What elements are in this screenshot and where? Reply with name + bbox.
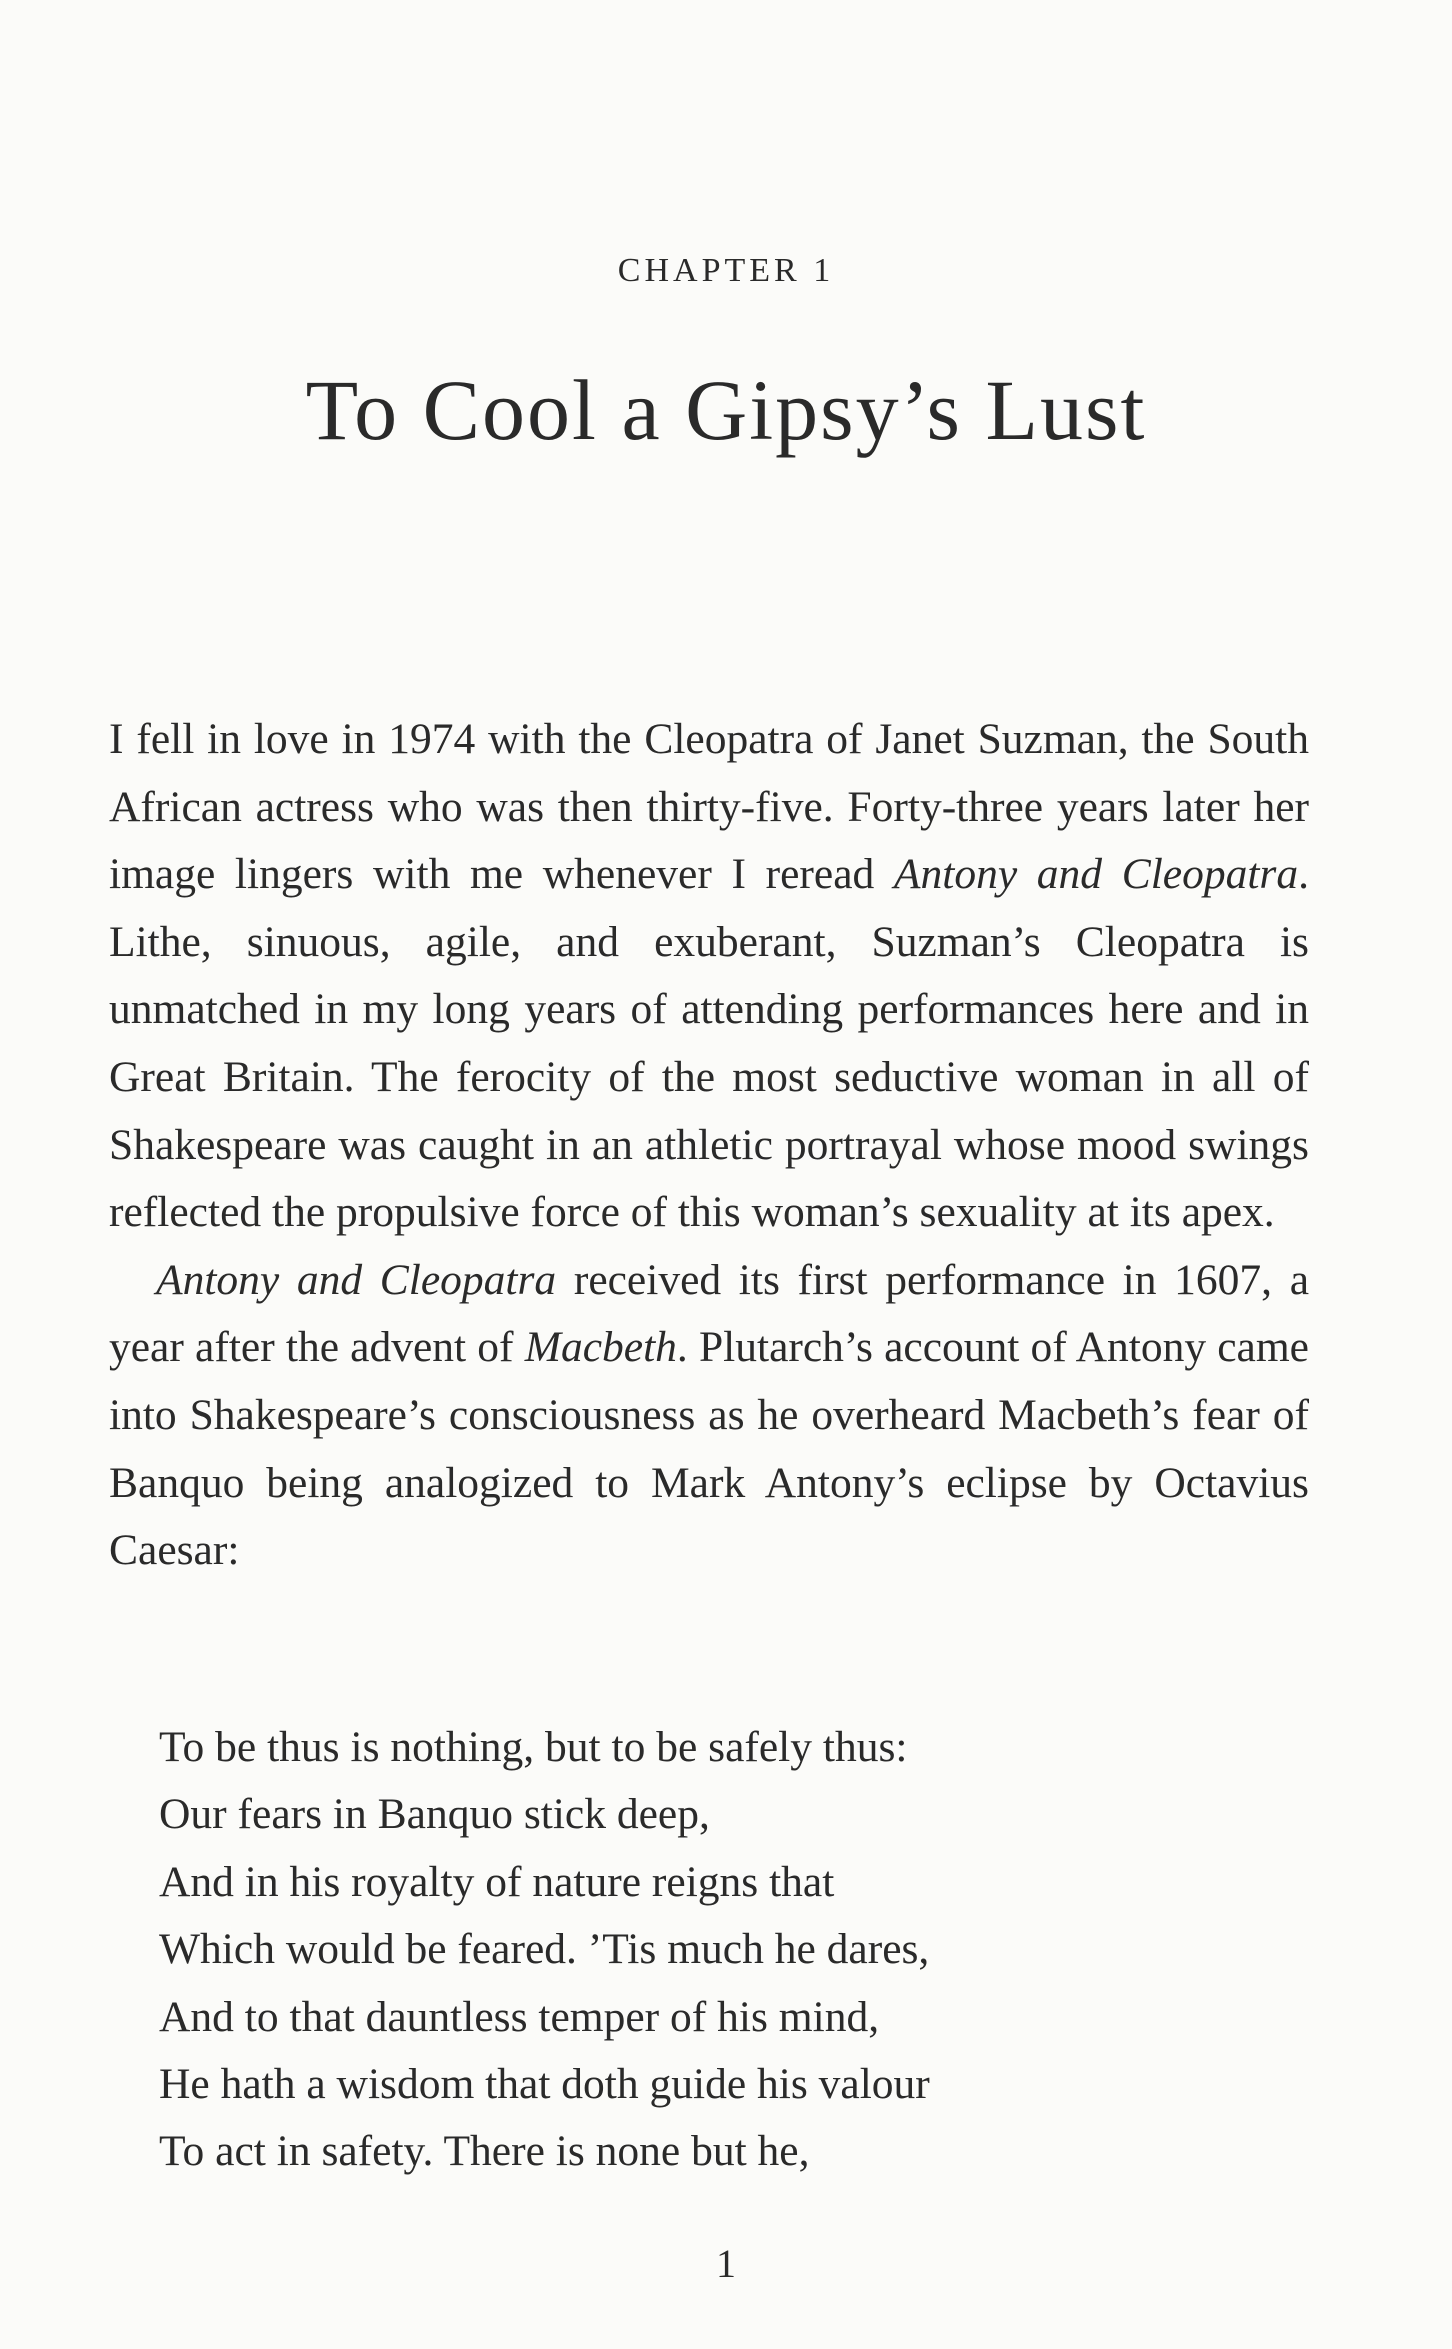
- paragraph-2-text-a: received its first performance in 1607, a year after the advent of: [109, 1255, 1309, 1372]
- paragraph-1-play-title: Antony and Cleopatra: [893, 850, 1299, 899]
- chapter-title: To Cool a Gipsy’s Lust: [305, 362, 1147, 458]
- verse-line: He hath a wisdom that doth guide his valour: [159, 2060, 930, 2109]
- paragraph-2: [109, 1247, 1309, 1585]
- verse-line: And in his royalty of nature reigns that: [159, 1857, 835, 1906]
- paragraph-1: [109, 706, 1309, 1247]
- body-text: [109, 706, 1309, 1585]
- verse-line: To act in safety. There is none but he,: [159, 2127, 810, 2176]
- paragraph-2-play-title: Antony and Cleopatra: [156, 1255, 557, 1304]
- verse-quotation: [159, 1714, 930, 2186]
- page-number: 1: [716, 2241, 736, 2286]
- paragraph-2-play-title-2: Macbeth: [524, 1323, 677, 1372]
- chapter-label: CHAPTER 1: [617, 252, 835, 289]
- verse-line: Which would be feared. ’Tis much he dares,: [159, 1925, 930, 1974]
- verse-line: To be thus is nothing, but to be safely thus:: [159, 1723, 908, 1771]
- paragraph-2-text-b: . Plutarch’s account of Antony came into Shakespeare’s consciousness as he overheard Macbeth’s fear of Banquo being analogized to Mark Antony’s eclipse by Octavius Caesar:: [109, 1323, 1309, 1575]
- verse-line: Our fears in Banquo stick deep,: [159, 1790, 710, 1839]
- verse-line: And to that dauntless temper of his mind,: [159, 1992, 880, 2041]
- paragraph-1-text-b: . Lithe, sinuous, agile, and exuberant, Suzman’s Cleopatra is unmatched in my long years of attending performances here and in Great Britain. The ferocity of the most seductive woman in all of Shakespeare was caught in an athletic portrayal whose mood swings reflected the propulsive force of this woman’s sexuality at its apex.: [109, 850, 1309, 1237]
- paragraph-1-text-a: I fell in love in 1974 with the Cleopatra of Janet Suzman, the South African actress who was then thirty-five. Forty-three years later her image lingers with me whenever I reread: [109, 715, 1309, 899]
